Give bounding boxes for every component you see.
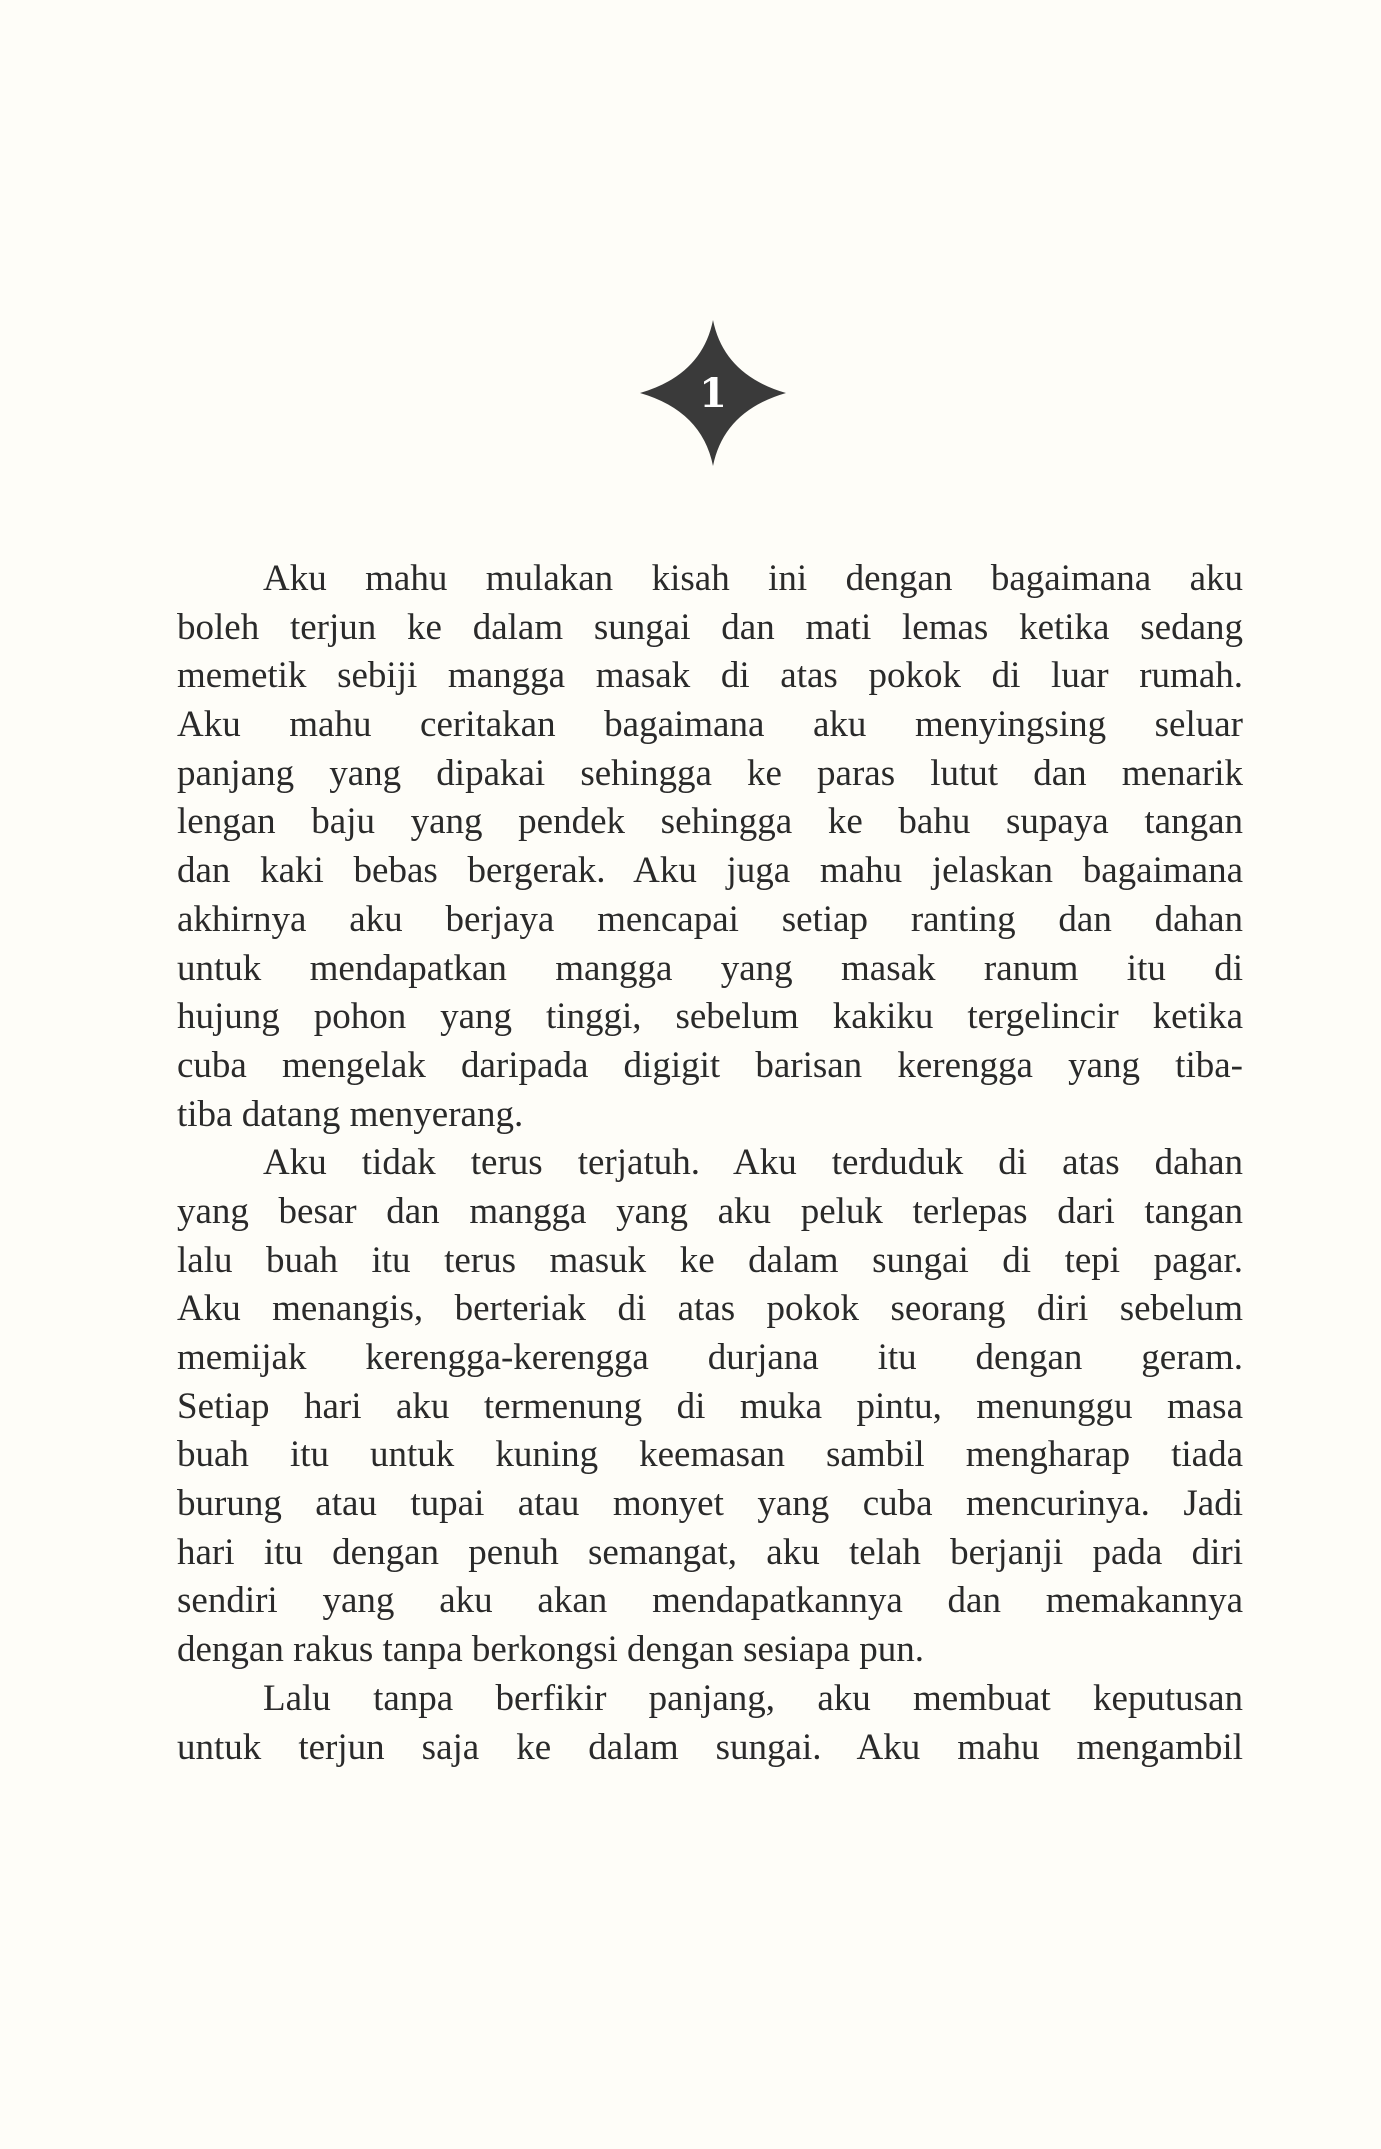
text-line: panjang yang dipakai sehingga ke paras lutut dan menarik: [177, 752, 1243, 794]
paragraph: [177, 555, 1243, 1139]
text-line: burung atau tupai atau monyet yang cuba mencurinya. Jadi: [177, 1483, 1243, 1525]
text-line: dengan rakus tanpa berkongsi dengan sesiapa pun.: [177, 1629, 924, 1671]
text-line: lalu buah itu terus masuk ke dalam sungai di tepi pagar.: [177, 1239, 1243, 1281]
text-line: untuk mendapatkan mangga yang masak ranum itu di: [177, 947, 1243, 989]
chapter-marker: [640, 320, 786, 466]
text-line: yang besar dan mangga yang aku peluk terlepas dari tangan: [177, 1190, 1243, 1232]
text-line: memijak kerengga-kerengga durjana itu dengan geram.: [177, 1337, 1243, 1378]
text-line: hujung pohon yang tinggi, sebelum kakiku tergelincir ketika: [177, 996, 1243, 1038]
text-line: lengan baju yang pendek sehingga ke bahu supaya tangan: [177, 801, 1243, 843]
text-line: memetik sebiji mangga masak di atas pokok di luar rumah.: [177, 655, 1243, 697]
text-line: Lalu tanpa berfikir panjang, aku membuat keputusan: [263, 1677, 1243, 1719]
text-line: akhirnya aku berjaya mencapai setiap ranting dan dahan: [177, 898, 1243, 940]
text-line: tiba datang menyerang.: [177, 1093, 524, 1135]
chapter-body: [177, 555, 1243, 1772]
text-line: untuk terjun saja ke dalam sungai. Aku mahu mengambil: [177, 1726, 1243, 1768]
text-line: boleh terjun ke dalam sungai dan mati lemas ketika sedang: [177, 606, 1243, 648]
text-line: hari itu dengan penuh semangat, aku telah berjanji pada diri: [177, 1531, 1243, 1573]
paragraph: [177, 1139, 1243, 1675]
text-line: dan kaki bebas bergerak. Aku juga mahu jelaskan bagaimana: [177, 850, 1243, 892]
text-line: Setiap hari aku termenung di muka pintu, menunggu masa: [177, 1385, 1243, 1427]
text-line: Aku mahu ceritakan bagaimana aku menyingsing seluar: [177, 704, 1243, 746]
text-line: sendiri yang aku akan mendapatkannya dan memakannya: [177, 1580, 1243, 1622]
text-line: cuba mengelak daripada digigit barisan kerengga yang tiba-: [177, 1044, 1243, 1086]
text-line: buah itu untuk kuning keemasan sambil mengharap tiada: [177, 1434, 1243, 1476]
text-line: Aku tidak terus terjatuh. Aku terduduk di atas dahan: [263, 1142, 1243, 1184]
paragraph: [177, 1675, 1243, 1772]
text-line: Aku mahu mulakan kisah ini dengan bagaimana aku: [263, 558, 1243, 599]
chapter-number: 1: [699, 369, 727, 417]
text-line: Aku menangis, berteriak di atas pokok seorang diri sebelum: [177, 1288, 1243, 1330]
